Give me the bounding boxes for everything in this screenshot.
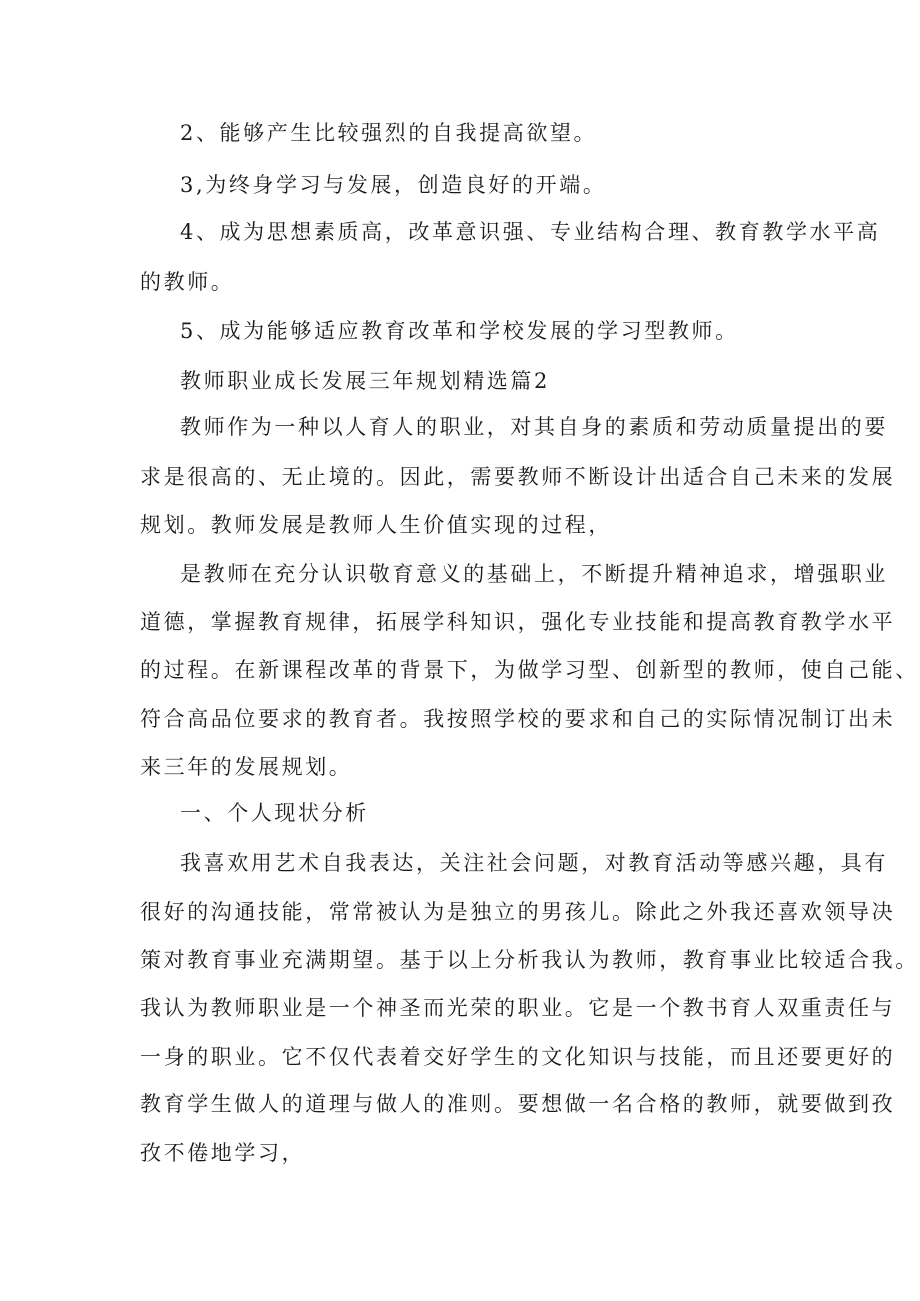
paragraph-line: 教育学生做人的道理与做人的准则。要想做一名合格的教师，就要做到孜 (140, 1092, 896, 1116)
list-item-5: 5、成为能够适应教育改革和学校发展的学习型教师。 (180, 319, 739, 343)
paragraph-line: 符合高品位要求的教育者。我按照学校的要求和自己的实际情况制订出未 (140, 707, 896, 731)
paragraph-line: 很好的沟通技能，常常被认为是独立的男孩儿。除此之外我还喜欢领导决 (140, 900, 896, 924)
paragraph-line: 来三年的发展规划。 (140, 755, 353, 779)
paragraph-line: 是教师在充分认识敬育意义的基础上，不断提升精神追求，增强职业 (180, 562, 888, 586)
list-item-4-continued: 的教师。 (140, 270, 235, 294)
list-item-2: 2、能够产生比较强烈的自我提高欲望。 (180, 121, 598, 145)
paragraph-line: 规划。教师发展是教师人生价值实现的过程， (140, 513, 612, 537)
subsection-heading: 一、个人现状分析 (180, 801, 369, 825)
paragraph-line: 教师作为一种以人育人的职业，对其自身的素质和劳动质量提出的要 (180, 415, 888, 439)
paragraph-line: 策对教育事业充满期望。基于以上分析我认为教师，教育事业比较适合我。 (140, 948, 919, 972)
paragraph-line: 孜不倦地学习， (140, 1141, 306, 1165)
paragraph-line: 道德，掌握教育规律，拓展学科知识，强化专业技能和提高教育教学水平 (140, 610, 896, 634)
paragraph-line: 求是很高的、无止境的。因此，需要教师不断设计出适合自己未来的发展 (140, 465, 896, 489)
paragraph-line: 一身的职业。它不仅代表着交好学生的文化知识与技能，而且还要更好的 (140, 1045, 896, 1069)
paragraph-line: 我认为教师职业是一个神圣而光荣的职业。它是一个教书育人双重责任与 (140, 996, 896, 1020)
section-title: 教师职业成长发展三年规划精选篇2 (180, 369, 550, 393)
paragraph-line: 的过程。在新课程改革的背景下，为做学习型、创新型的教师，使自己能、 (140, 658, 919, 682)
list-item-3: 3,为终身学习与发展，创造良好的开端。 (180, 173, 607, 197)
paragraph-line: 我喜欢用艺术自我表达，关注社会问题，对教育活动等感兴趣，具有 (180, 851, 888, 875)
list-item-4: 4、成为思想素质高，改革意识强、专业结构合理、教育教学水平高 (180, 220, 881, 244)
